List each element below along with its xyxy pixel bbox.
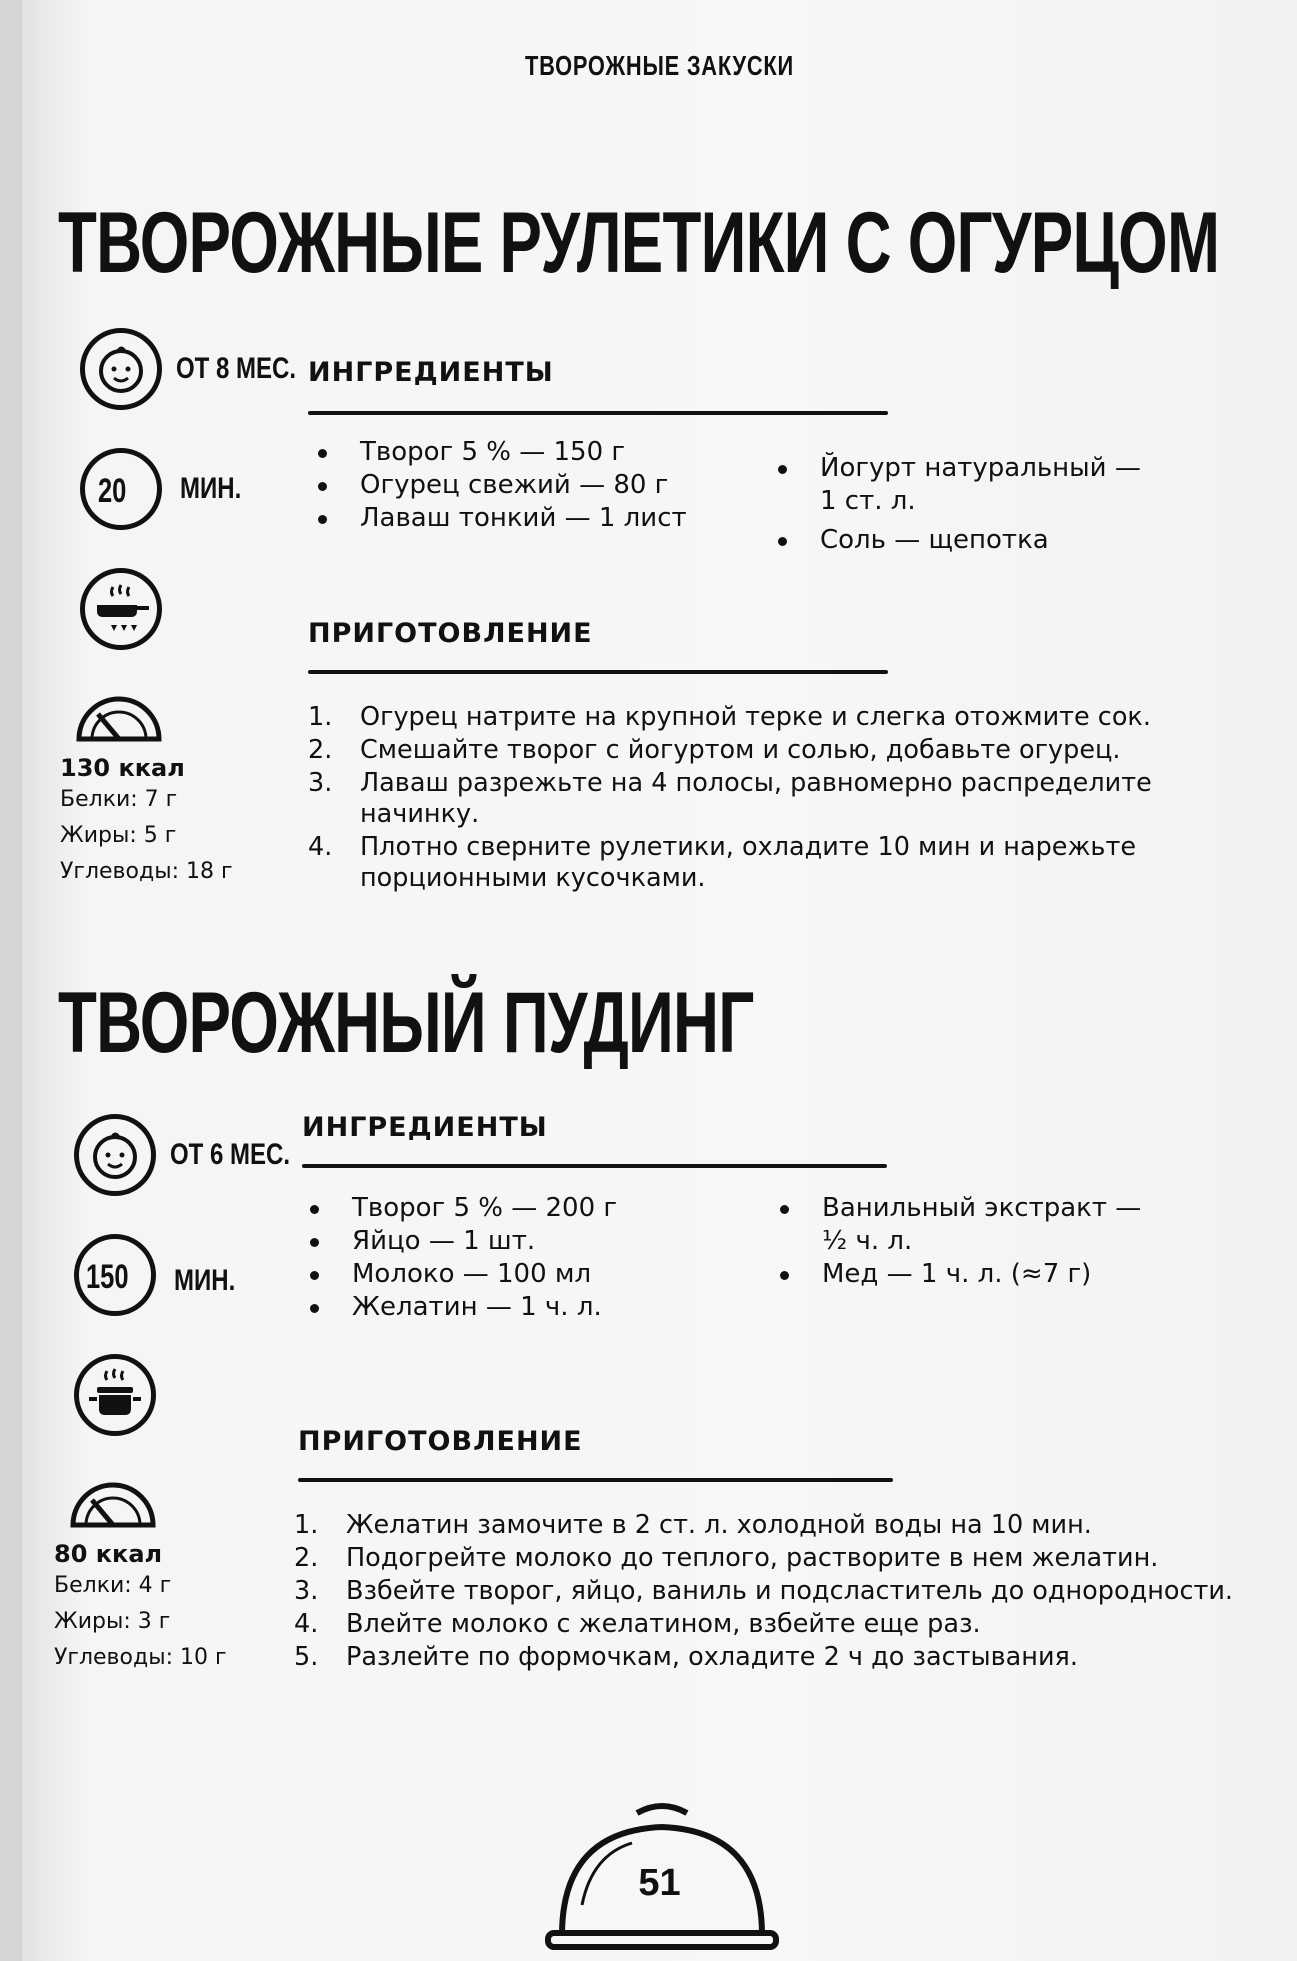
list-item: Яйцо — 1 шт.	[302, 1225, 742, 1258]
fat: Жиры: 3 г	[54, 1609, 171, 1634]
method-row	[60, 558, 310, 678]
saucepan-icon	[74, 1354, 156, 1436]
calories: 130 ккал	[60, 754, 185, 782]
list-item: Йогурт натуральный — 1 ст. л.	[770, 452, 1160, 518]
recipe-title: ТВОРОЖНЫЙ ПУДИНГ	[58, 975, 754, 1071]
calorie-gauge-row	[54, 1464, 304, 1532]
running-header: ТВОРОЖНЫЕ ЗАКУСКИ	[524, 50, 795, 81]
step-item: 1. Огурец натрите на крупной терке и слегка отожмите сок.	[308, 702, 1151, 732]
step-item: 1. Желатин замочите в 2 ст. л. холодной воды на 10 мин.	[294, 1510, 1092, 1540]
fat: Жиры: 5 г	[60, 823, 177, 848]
step-item: 3. Взбейте творог, яйцо, ваниль и подсластитель до однородности.	[294, 1576, 1234, 1606]
list-item: Ванильный экстракт — ½ ч. л.	[772, 1192, 1152, 1258]
steps-heading: ПРИГОТОВЛЕНИЕ	[298, 1426, 583, 1457]
recipe-info-sidebar	[54, 1104, 304, 1676]
carbs: Углеводы: 10 г	[54, 1645, 227, 1670]
ingredients-list-left	[310, 436, 750, 535]
baby-face-icon	[80, 328, 162, 410]
step-item: 2. Смешайте творог с йогуртом и солью, добавьте огурец.	[308, 735, 1121, 765]
steps-list	[308, 702, 1208, 896]
book-page	[22, 0, 1297, 1961]
frying-pan-icon	[80, 568, 162, 650]
ingredients-list-left	[302, 1192, 742, 1324]
list-item: Лаваш тонкий — 1 лист	[310, 502, 750, 535]
list-item: Творог 5 % — 200 г	[302, 1192, 742, 1225]
list-item: Желатин — 1 ч. л.	[302, 1291, 742, 1324]
carbs: Углеводы: 18 г	[60, 859, 233, 884]
list-item: Творог 5 % — 150 г	[310, 436, 750, 469]
divider	[298, 1478, 893, 1482]
ingredients-list-right	[772, 1192, 1152, 1291]
step-item: 2. Подогрейте молоко до теплого, растворите в нем желатин.	[294, 1543, 1159, 1573]
ingredients-heading: ИНГРЕДИЕНТЫ	[308, 357, 554, 388]
step-item: 3. Лаваш разрежьте на 4 полосы, равномерно распределите начинку.	[308, 768, 1152, 829]
book-gutter	[0, 0, 22, 1961]
protein: Белки: 4 г	[54, 1573, 172, 1598]
divider	[308, 411, 888, 415]
time-row	[60, 438, 310, 558]
recipe-title: ТВОРОЖНЫЕ РУЛЕТИКИ С ОГУРЦОМ	[58, 195, 1220, 291]
time-unit: МИН.	[180, 472, 242, 505]
age-label: ОТ 8 МЕС.	[176, 352, 297, 385]
page-number: 51	[638, 1862, 681, 1904]
baby-face-icon	[74, 1114, 156, 1196]
method-row	[54, 1344, 304, 1464]
calorie-gauge-icon	[74, 684, 164, 744]
list-item: Молоко — 100 мл	[302, 1258, 742, 1291]
list-item: Огурец свежий — 80 г	[310, 469, 750, 502]
time-row	[54, 1224, 304, 1344]
step-item: 5. Разлейте по формочкам, охладите 2 ч до застывания.	[294, 1642, 1078, 1672]
list-item: Соль — щепотка	[770, 524, 1160, 557]
time-value: 150	[86, 1258, 129, 1296]
step-item: 4. Плотно сверните рулетики, охладите 10 мин и нарежьте порционными кусочками.	[308, 832, 1137, 893]
time-unit: МИН.	[174, 1264, 236, 1297]
age-row	[60, 318, 310, 438]
calories: 80 ккал	[54, 1540, 163, 1568]
ingredients-heading: ИНГРЕДИЕНТЫ	[302, 1112, 548, 1143]
calorie-gauge-row	[60, 678, 310, 746]
divider	[308, 670, 888, 674]
list-item: Мед — 1 ч. л. (≈7 г)	[772, 1258, 1152, 1291]
recipe-info-sidebar	[60, 318, 310, 890]
protein: Белки: 7 г	[60, 787, 178, 812]
time-value: 20	[98, 472, 127, 510]
calorie-gauge-icon	[68, 1470, 158, 1530]
age-row	[54, 1104, 304, 1224]
step-item: 4. Влейте молоко с желатином, взбейте еще раз.	[294, 1609, 981, 1639]
age-label: ОТ 6 МЕС.	[170, 1138, 291, 1171]
divider	[302, 1164, 887, 1168]
steps-heading: ПРИГОТОВЛЕНИЕ	[308, 618, 593, 649]
steps-list	[294, 1510, 1234, 1675]
ingredients-list-right	[770, 452, 1160, 557]
